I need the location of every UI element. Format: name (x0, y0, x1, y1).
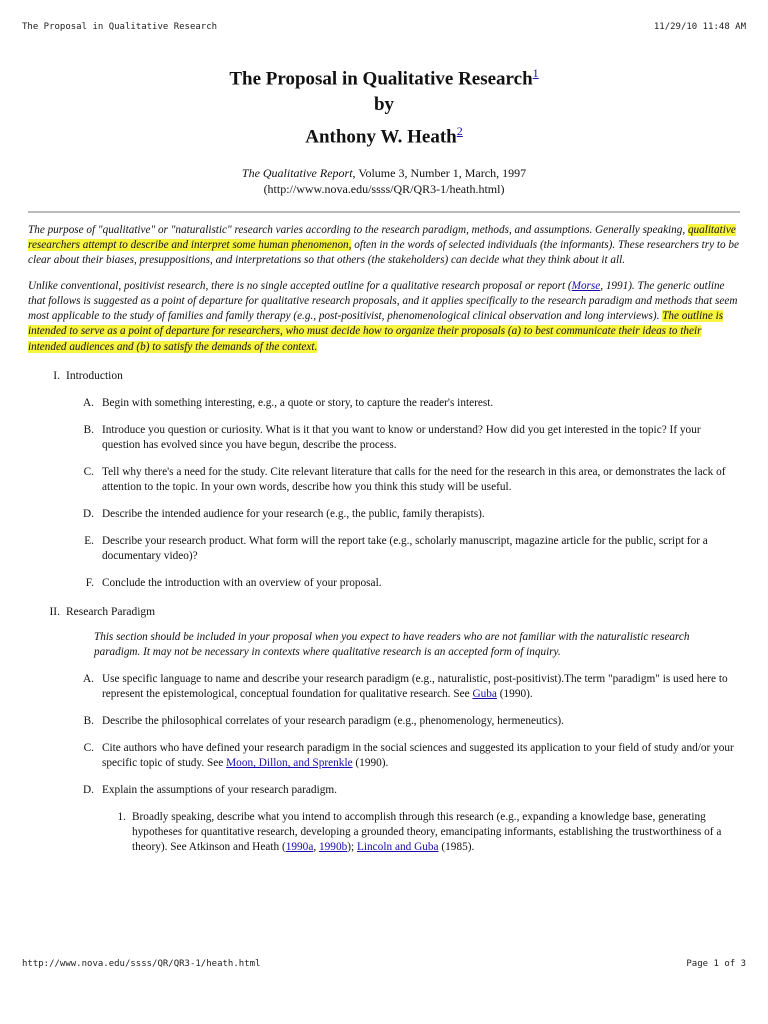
highlight-2: The outline is intended to serve as a point of departure for researchers, who must decide how to organize their proposals (a) to best communicate their ideas to their intended audiences and (b) to satisfy the demands of the context. (28, 310, 724, 353)
list-item: D. Explain the assumptions of your research paradigm. (83, 784, 337, 797)
document-body (28, 60, 740, 855)
source-url: (http://www.nova.edu/ssss/QR/QR3-1/heath.html) (263, 181, 505, 196)
list-item: E. Describe your research product. What form will the report take (e.g., scholarly manuscript, magazine article for the public, script for a documentary video)? (84, 535, 708, 563)
guba-link[interactable]: Guba (472, 688, 497, 701)
list-item: B. Introduce you question or curiosity. What is it that you want to know or understand? How did you get interested in the topic? If your question has evolved since you have begun, describe the process. (83, 424, 701, 452)
list-item: A. Begin with something interesting, e.g., a quote or story, to capture the reader's interest. (83, 397, 494, 410)
section-note: This section should be included in your proposal when you expect to have readers who are not familiar with the naturalistic research paradigm. It may not be necessary in contexts where qualitative research is an accepted form of inquiry. (94, 631, 690, 659)
section-heading-research-paradigm: II. Research Paradigm (49, 606, 156, 619)
list-item: C. Cite authors who have defined your research paradigm in the social sciences and suggested its application to your field of study and/or your specific topic of study. See Moon, Dillon, and Sprenkle (1990). (83, 742, 734, 770)
print-footer-page: Page 1 of 3 (686, 959, 746, 969)
lincoln-guba-link[interactable]: Lincoln and Guba (356, 841, 439, 854)
divider (28, 211, 740, 213)
atkinson-1990a-link[interactable]: 1990a (285, 841, 314, 854)
moon-dillon-sprenkle-link[interactable]: Moon, Dillon, and Sprenkle (226, 757, 353, 770)
print-header-timestamp: 11/29/10 11:48 AM (653, 22, 746, 32)
list-item: B. Describe the philosophical correlates of your research paradigm (e.g., phenomenology, hermeneutics). (83, 715, 564, 728)
print-footer-url: http://www.nova.edu/ssss/QR/QR3-1/heath.html (22, 959, 261, 969)
footnote-link-1[interactable]: 1 (532, 66, 539, 80)
highlight-1: qualitative researchers attempt to describe and interpret some human phenomenon, (28, 223, 736, 251)
author-line: Anthony W. Heath$^2$ (305, 124, 463, 148)
list-item: C. Tell why there's a need for the study. Cite relevant literature that calls for the need for the research in this area, or demonstrates the lack of attention to the topic. In your own words, describe how you think this study will be useful. (83, 466, 726, 494)
print-header-title: The Proposal in Qualitative Research (22, 22, 218, 32)
title-block (28, 60, 740, 151)
issue-details: , Volume 3, Number 1, March, 1997 (352, 165, 527, 180)
sub-list-item: 1. Broadly speaking, describe what you intend to accomplish through this research (e.g., expanding a knowledge base, generating hypotheses for quantitative research, developing a grounded theory, emancipating informants, establishing the trustworthiness of a theory). See Atkinson and Heath (1990a, 1990b); Lincoln and Guba (1985). (117, 811, 722, 854)
intro-paragraph-1: The purpose of "qualitative" or "naturalistic" research varies according to the research paradigm, methods, and assumptions. Generally speaking, qualitative researchers attempt to describe and interpret some human phenomenon, often in the words of selected individuals (the informants). These researchers try to be clear about their biases, presuppositions, and interpretations so that others (the stakeholders) can decide what they think about it all. (28, 223, 739, 267)
by-line: by (373, 94, 395, 116)
morse-link[interactable]: Morse (571, 279, 601, 292)
list-item: A. Use specific language to name and describe your research paradigm (e.g., naturalistic, post-positivist).The term "paradigm" is used here to represent the epistemological, conceptual foundation for qualitative research. See Guba (1990). (83, 673, 728, 701)
footnote-link-2[interactable]: 2 (456, 124, 463, 139)
list-item: D. Describe the intended audience for your research (e.g., the public, family therapists). (83, 508, 485, 521)
atkinson-1990b-link[interactable]: 1990b (319, 841, 348, 854)
list-item: F. Conclude the introduction with an overview of your proposal. (85, 577, 382, 590)
citation (28, 165, 740, 197)
page-title: The Proposal in Qualitative Research$^1$ (229, 66, 539, 90)
section-heading-introduction: I. Introduction (53, 370, 123, 383)
journal-name: The Qualitative Report (241, 165, 353, 180)
intro-paragraph-2: Unlike conventional, positivist research, there is no single accepted outline for a qualitative research proposal or report (Morse, 1991). The generic outline that follows is suggested as a point of departure for qualitative research proposals, and it applies specifically to the research paradigm and methods that seem most applicable to the study of families and family therapy (e.g., post-positivist, phenomenological clinical observation and long interviews). The outline is intended to serve as a point of departure for researchers, who must decide how to organize their proposals (a) to best communicate their ideas to their intended audiences and (b) to satisfy the demands of the context. (28, 279, 738, 353)
